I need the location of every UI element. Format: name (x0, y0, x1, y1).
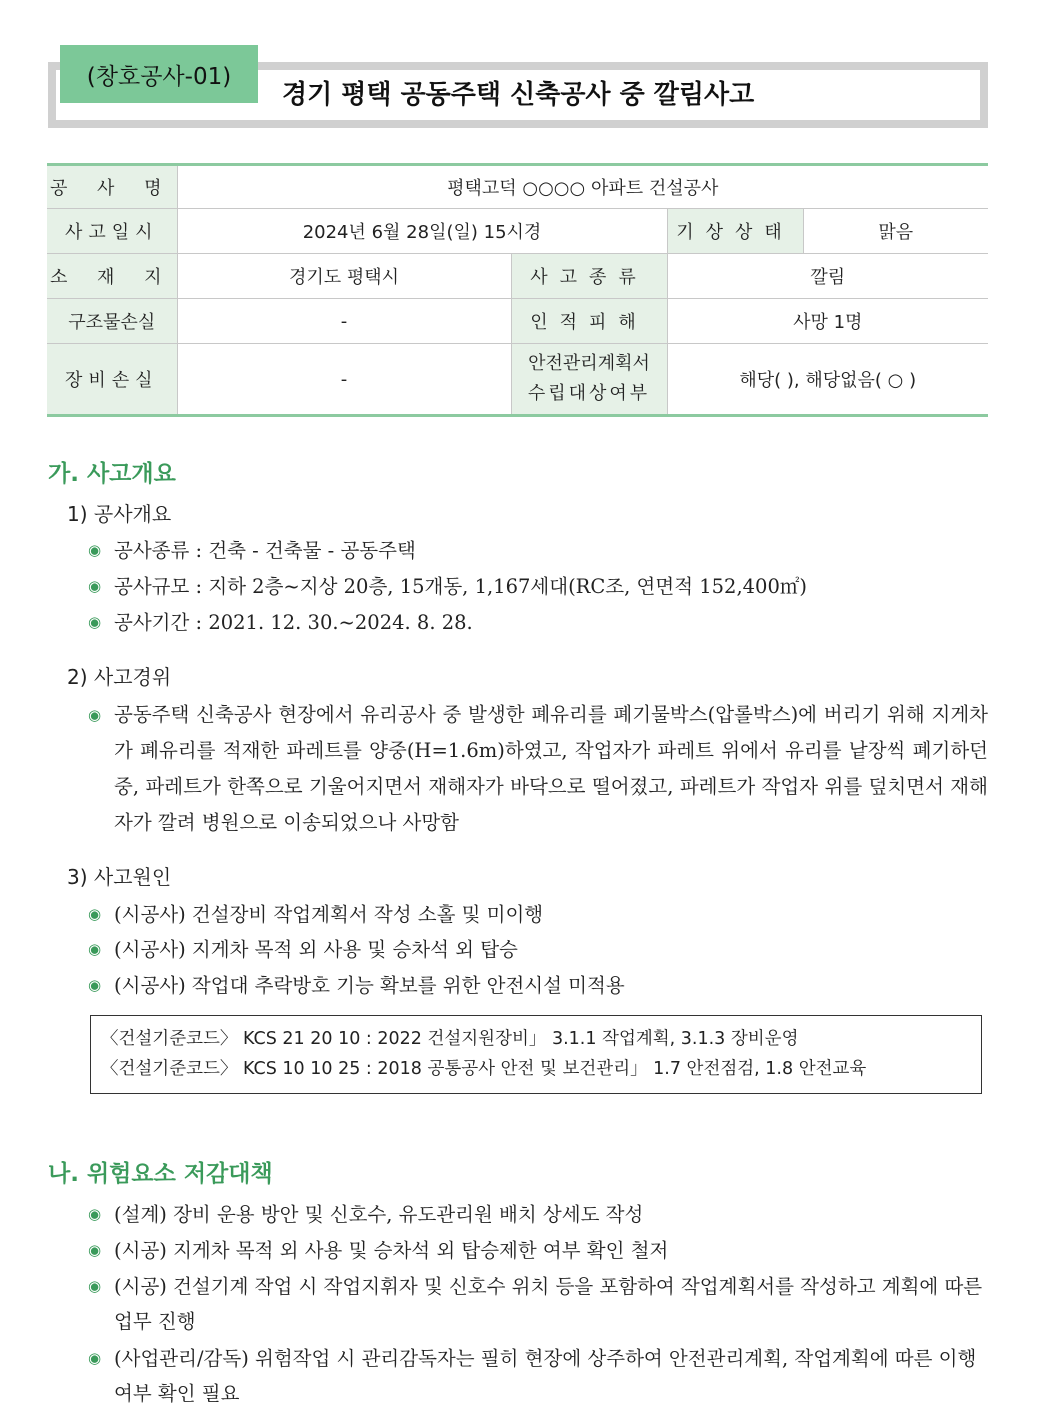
safety-plan-label (511, 344, 667, 416)
date-value: 2024년 6월 28일(일) 15시경 (177, 209, 667, 254)
list-item: ◉ 공사종류 : 건축 - 건축물 - 공동주택 (88, 533, 988, 568)
standard-code-line: 〈건설기준코드〉 KCS 10 10 25 : 2018 공통공사 안전 및 보건관리」 1.7 안전점검, 1.8 안전교육 (101, 1059, 867, 1079)
circle-dot-icon: ◉ (88, 905, 102, 923)
list-item: ◉ 공동주택 신축공사 현장에서 유리공사 중 발생한 폐유리를 폐기물박스(압롤박스)에 버리기 위해 지게차가 폐유리를 적재한 파레트를 양중(H=1.6m)하였고, 작업자가 파레트 위에서 유리를 낱장씩 폐기하던 중, 파레트가 한쪽으로 기울어지면서 재해자가 바닥으로 떨어졌고, 파레트가 작업자 위를 덮치면서 재해자가 깔려 병원으로 이송되었으나 사망함 (88, 697, 988, 841)
circle-dot-icon: ◉ (88, 613, 102, 631)
subsection-process: 2) 사고경위 (67, 665, 172, 689)
equipment-loss-label: 장비손실 (47, 344, 177, 416)
accident-type-value: 깔림 (667, 254, 988, 299)
circle-dot-icon: ◉ (88, 1241, 102, 1259)
date-label: 사고일시 (47, 209, 177, 254)
standard-code-box (90, 1015, 982, 1094)
list-item: ◉ (시공) 지게차 목적 외 사용 및 승차석 외 탑승제한 여부 확인 철저 (88, 1233, 988, 1268)
section-a-title: 가. 사고개요 (48, 461, 176, 487)
page-title: 경기 평택 공동주택 신축공사 중 깔림사고 (282, 80, 755, 110)
section-b-title: 나. 위험요소 저감대책 (48, 1161, 273, 1187)
circle-dot-icon: ◉ (88, 1349, 102, 1367)
list-item: ◉ 공사규모 : 지하 2층~지상 20층, 15개동, 1,167세대(RC조, 연면적 152,400㎡) (88, 569, 988, 604)
circle-dot-icon: ◉ (88, 1205, 102, 1223)
circle-dot-icon: ◉ (88, 577, 102, 595)
human-damage-value: 사망 1명 (667, 299, 988, 344)
project-name-label: 공 사 명 (47, 165, 177, 209)
circle-dot-icon: ◉ (88, 1277, 102, 1295)
list-item: ◉ 공사기간 : 2021. 12. 30.~2024. 8. 28. (88, 605, 988, 640)
list-item: ◉ (시공사) 작업대 추락방호 기능 확보를 위한 안전시설 미적용 (88, 968, 988, 1003)
circle-dot-icon: ◉ (88, 541, 102, 559)
list-item: ◉ (설계) 장비 운용 방안 및 신호수, 유도관리원 배치 상세도 작성 (88, 1197, 988, 1232)
header-tag: (창호공사-01) (60, 45, 258, 103)
circle-dot-icon: ◉ (88, 706, 102, 724)
accident-type-label: 사고종류 (511, 254, 667, 299)
safety-plan-value: 해당( ), 해당없음( ○ ) (667, 344, 988, 416)
human-damage-label: 인적피해 (511, 299, 667, 344)
location-value: 경기도 평택시 (177, 254, 511, 299)
list-item: ◉ (사업관리/감독) 위험작업 시 관리감독자는 필히 현장에 상주하여 안전관리계획, 작업계획에 따른 이행여부 확인 필요 (88, 1341, 988, 1411)
safety-plan-label-line2: 수립대상여부 (527, 383, 651, 404)
list-item: ◉ (시공사) 건설장비 작업계획서 작성 소홀 및 미이행 (88, 897, 988, 932)
circle-dot-icon: ◉ (88, 940, 102, 958)
location-label: 소 재 지 (47, 254, 177, 299)
structure-loss-value: - (177, 299, 511, 344)
structure-loss-label: 구조물손실 (47, 299, 177, 344)
standard-code-line: 〈건설기준코드〉 KCS 21 20 10 : 2022 건설지원장비」 3.1.1 작업계획, 3.1.3 장비운영 (101, 1029, 799, 1049)
subsection-causes: 3) 사고원인 (67, 865, 172, 889)
weather-value: 맑음 (803, 209, 988, 254)
list-item: ◉ (시공사) 지게차 목적 외 사용 및 승차석 외 탑승 (88, 932, 988, 967)
subsection-overview: 1) 공사개요 (67, 502, 172, 526)
accident-info-table (47, 163, 988, 417)
equipment-loss-value: - (177, 344, 511, 416)
safety-plan-label-line1: 안전관리계획서 (528, 353, 650, 374)
weather-label: 기상상태 (667, 209, 803, 254)
list-item: ◉ (시공) 건설기계 작업 시 작업지휘자 및 신호수 위치 등을 포함하여 작업계획서를 작성하고 계획에 따른 업무 진행 (88, 1269, 988, 1339)
circle-dot-icon: ◉ (88, 976, 102, 994)
project-name-value: 평택고덕 ○○○○ 아파트 건설공사 (177, 165, 988, 209)
